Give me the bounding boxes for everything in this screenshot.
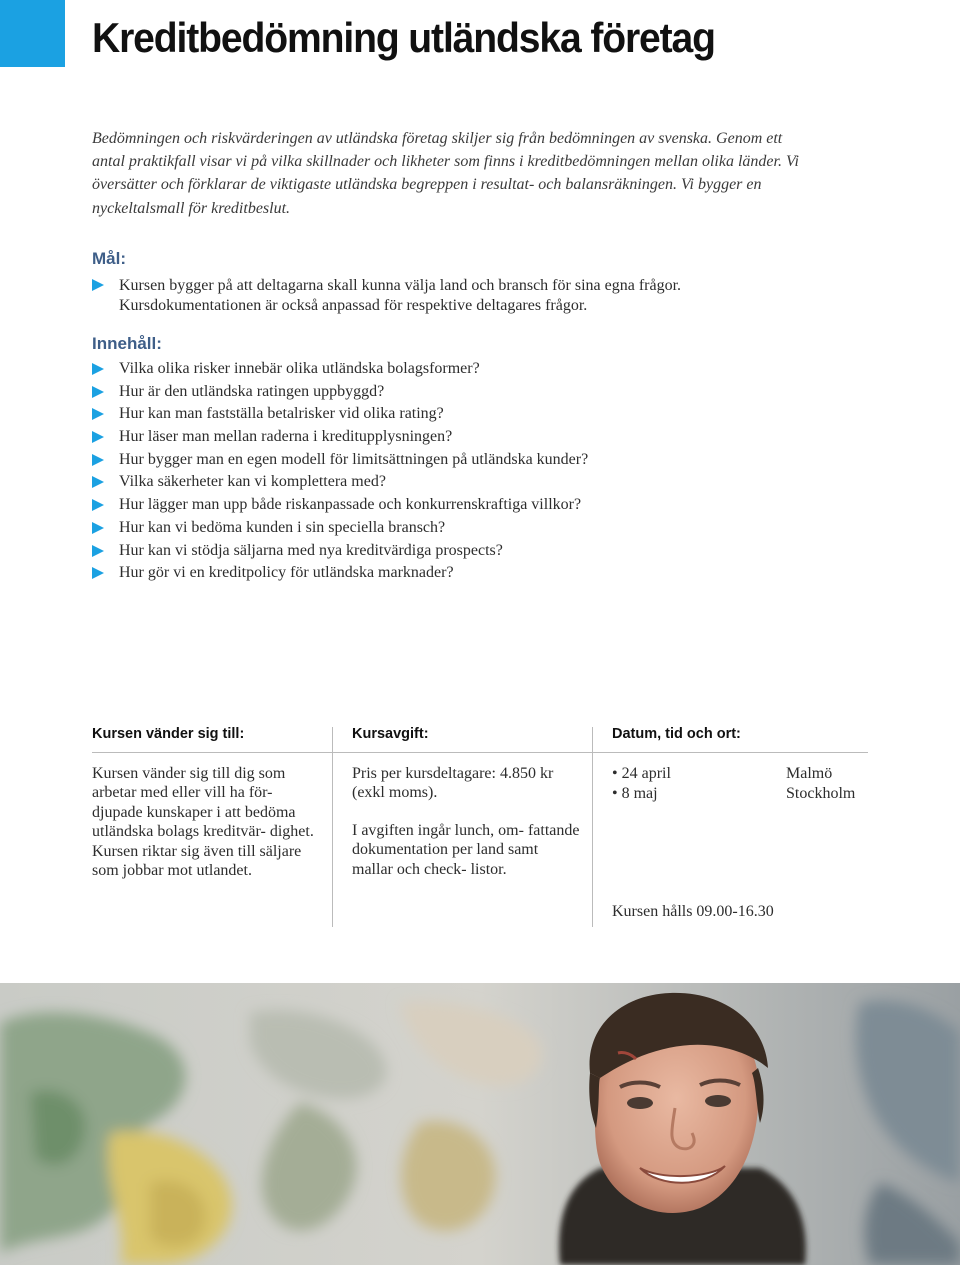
date-row (612, 764, 872, 784)
audience-heading: Kursen vänder sig till: (92, 726, 245, 742)
date-label: • 8 maj (612, 785, 658, 802)
arrow-bullet-icon (92, 545, 104, 557)
intro-paragraph: Bedömningen och riskvärderingen av utländska företag skiljer sig från bedömningen av svenska. Genom ett antal praktikfall visar vi på vilka skillnader och likheter som finns i kreditbedömningen mellan olika länder. Vi översätter och förklarar de viktigaste utländska begreppen i resultat- och balansräkningen. Vi bygger en nyckeltalsmall för kreditbeslut. (92, 130, 799, 217)
arrow-bullet-icon (92, 363, 104, 375)
schedule-heading: Datum, tid och ort: (612, 726, 741, 742)
arrow-bullet-icon (92, 386, 104, 398)
divider-rule (92, 752, 868, 753)
date-row (612, 784, 872, 804)
list-item: Vilka olika risker innebär olika utländska bolagsformer? (92, 360, 812, 379)
content-heading: Innehåll: (92, 334, 162, 353)
accent-block (0, 0, 65, 67)
list-item: Hur kan man fastställa betalrisker vid olika rating? (92, 405, 812, 424)
world-map-portrait-image (0, 983, 960, 1265)
date-list (612, 764, 872, 804)
arrow-bullet-icon (92, 408, 104, 420)
goal-heading: Mål: (92, 249, 126, 268)
hero-photo (0, 983, 960, 1265)
list-item: Kursen bygger på att deltagarna skall kunna välja land och bransch för sina egna frågor. Kursdokumentationen är också anpassad för respektive deltagares frågor. (92, 276, 812, 315)
audience-text: Kursen vänder sig till dig som arbetar med eller vill ha för- djupade kunskaper i att bedöma utländska bolags kreditvär- dighet. Kursen riktar sig även till säljare som jobbar mot utlandet. (92, 765, 314, 880)
list-item: Hur gör vi en kreditpolicy för utländska marknader? (92, 564, 812, 583)
content-list (92, 360, 812, 587)
arrow-bullet-icon (92, 454, 104, 466)
arrow-bullet-icon (92, 522, 104, 534)
page-title: Kreditbedömning utländska företag (92, 14, 715, 61)
fee-heading: Kursavgift: (352, 726, 429, 742)
list-item: Vilka säkerheter kan vi komplettera med? (92, 473, 812, 492)
arrow-bullet-icon (92, 499, 104, 511)
column-divider (592, 727, 593, 927)
time-note: Kursen hålls 09.00-16.30 (612, 903, 774, 920)
fee-includes: I avgiften ingår lunch, om- fattande dokumentation per land samt mallar och check- listor. (352, 821, 580, 878)
list-item: Hur lägger man upp både riskanpassade och konkurrenskraftiga villkor? (92, 496, 812, 515)
column-divider (332, 727, 333, 927)
city-label: Stockholm (786, 785, 856, 802)
arrow-bullet-icon (92, 431, 104, 443)
list-item: Hur läser man mellan raderna i kreditupplysningen? (92, 428, 812, 447)
arrow-bullet-icon (92, 476, 104, 488)
list-item: Hur är den utländska ratingen uppbyggd? (92, 383, 812, 402)
list-item: Hur kan vi stödja säljarna med nya kreditvärdiga prospects? (92, 542, 812, 561)
fee-block (352, 764, 582, 879)
fee-price: Pris per kursdeltagare: 4.850 kr (exkl moms). (352, 765, 554, 802)
city-label: Malmö (786, 765, 833, 782)
list-item: Hur bygger man en egen modell för limitsättningen på utländska kunder? (92, 451, 812, 470)
goal-list (92, 276, 812, 319)
list-item: Hur kan vi bedöma kunden i sin speciella bransch? (92, 519, 812, 538)
date-label: • 24 april (612, 765, 671, 782)
arrow-bullet-icon (92, 567, 104, 579)
arrow-bullet-icon (92, 279, 104, 291)
